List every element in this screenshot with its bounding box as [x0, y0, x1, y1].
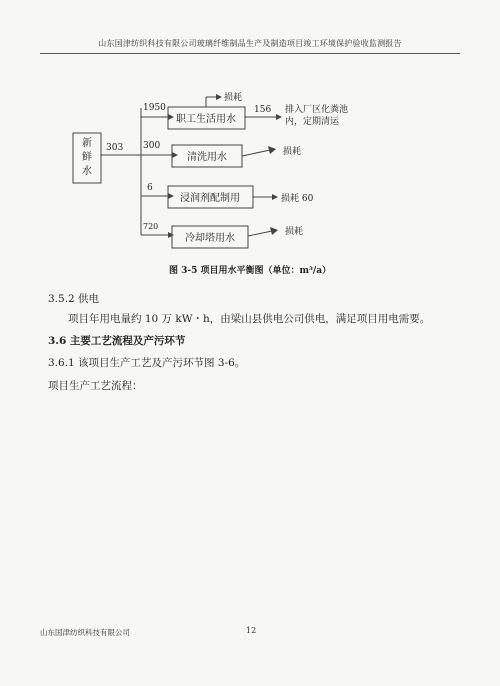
branch-3-flow: 6 — [147, 183, 153, 193]
branch-4-label: 冷却塔用水 — [185, 233, 235, 244]
branch-2-loss: 损耗 — [283, 147, 302, 157]
water-balance-diagram — [0, 0, 500, 280]
source-box-label: 新鲜水 — [82, 138, 92, 177]
branch-2-flow: 300 — [143, 141, 161, 151]
section-3-5-2-heading: 3.5.2 供电 — [48, 293, 100, 305]
section-3-6-1-heading: 3.6.1 该项目生产工艺及产污环节图 3-6。 — [48, 357, 246, 369]
source-flow-value: 303 — [106, 143, 124, 153]
branch-1-flow: 1950 — [143, 103, 166, 113]
branch-1-label: 职工生活用水 — [176, 114, 236, 125]
process-flow-label: 项目生产工艺流程： — [48, 380, 143, 392]
section-3-5-2-body: 项目年用电量约 10 万 kW・h，由梁山县供电公司供电，满足项目用电需要。 — [68, 313, 431, 325]
branch-1-loss: 损耗 — [224, 93, 243, 103]
branch-3-label: 浸润剂配制用 — [180, 193, 240, 204]
branch-4-flow: 720 — [143, 222, 159, 231]
branch-1-out-flow: 156 — [254, 105, 272, 115]
branch-4-loss: 损耗 — [285, 227, 304, 237]
page-number: 12 — [246, 626, 257, 635]
figure-caption: 图 3-5 项目用水平衡图（单位：m³/a） — [168, 266, 332, 276]
footer-company: 山东国津纺织科技有限公司 — [40, 628, 130, 637]
branch-3-loss: 损耗 60 — [281, 194, 314, 204]
section-3-6-heading: 3.6 主要工艺流程及产污环节 — [48, 335, 186, 347]
branch-1-out-dest-2: 内，定期清运 — [285, 117, 340, 127]
branch-2-label: 清洗用水 — [187, 152, 227, 163]
page-header: 山东国津纺织科技有限公司玻璃纤维制品生产及制造项目竣工环境保护验收监测报告 — [40, 38, 460, 54]
branch-1-out-dest-1: 排入厂区化粪池 — [285, 105, 349, 115]
